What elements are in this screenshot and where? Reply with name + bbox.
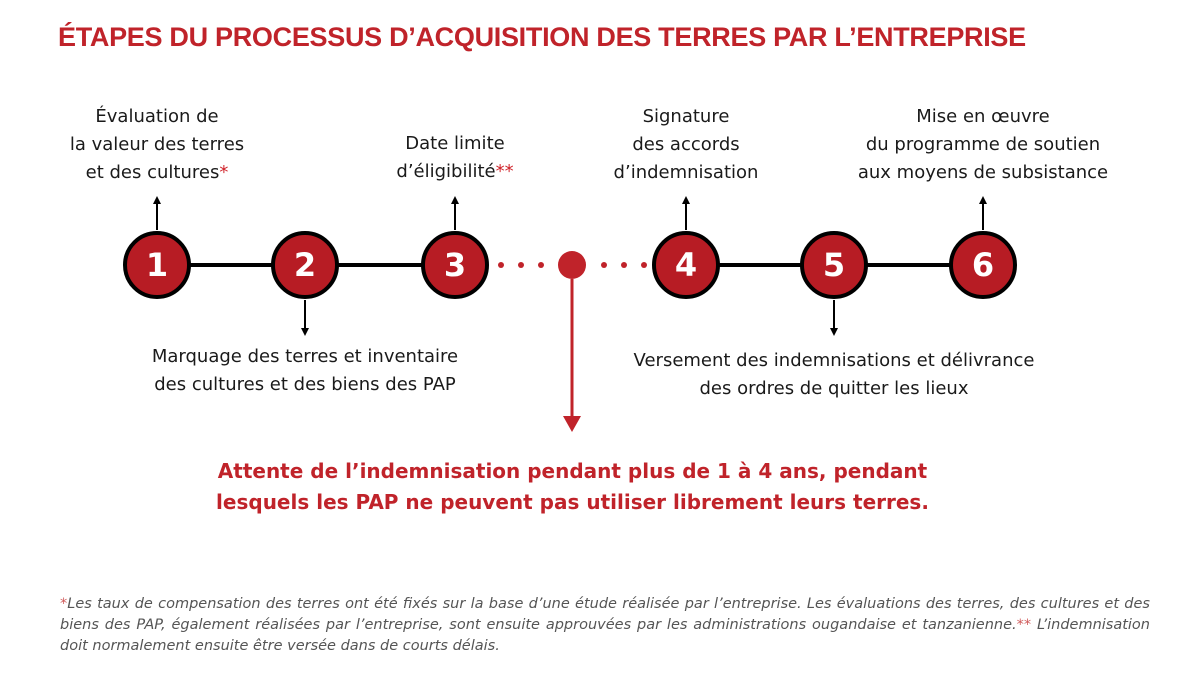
footnote-marker-double: ** [495,161,514,182]
step-label-5: Versement des indemnisations et délivrance des ordres de quitter les lieux [633,350,1035,399]
step-label-1: Évaluation de la valeur des terres et des cultures* [69,106,245,183]
step-number-2: 2 [293,246,317,284]
waiting-note: Attente de l’indemnisation pendant plus de 1 à 4 ans, pendant lesquels les PAP ne peuvent pas utiliser librement leurs terres. [216,459,929,514]
step-number-5: 5 [822,246,846,284]
diagram-title: ÉTAPES DU PROCESSUS D’ACQUISITION DES TERRES PAR L’ENTREPRISE [58,22,1026,52]
waiting-node [558,251,586,279]
step-label-6: Mise en œuvre du programme de soutien aux moyens de subsistance [857,106,1109,183]
step-label-3: Date limite d’éligibilité** [396,133,514,182]
step-number-6: 6 [971,246,995,284]
step-label-2: Marquage des terres et inventaire des cultures et des biens des PAP [151,346,459,395]
footnote-star-single: * [60,596,68,612]
step-number-4: 4 [674,246,698,284]
step-label-4: Signature des accords d’indemnisation [613,106,759,183]
footnote-star-double: ** [1016,617,1032,633]
footnote: *Les taux de compensation des terres ont été fixés sur la base d’une étude réalisée par l’entreprise. Les évaluations des terres, des cultures et des biens des PAP, également réalisées par l’entreprise, sont ensuite approuvées par les administrations ougandaise et tanzanienne.** L’indemnisation doit normalement ensuite être versée dans de courts délais. [60,596,1150,654]
dotted-gap-left [498,262,544,268]
dotted-gap-right [601,262,647,268]
step-number-3: 3 [443,246,467,284]
footnote-marker-single: * [219,162,229,183]
waiting-arrow-head [563,416,581,432]
step-number-1: 1 [145,246,169,284]
